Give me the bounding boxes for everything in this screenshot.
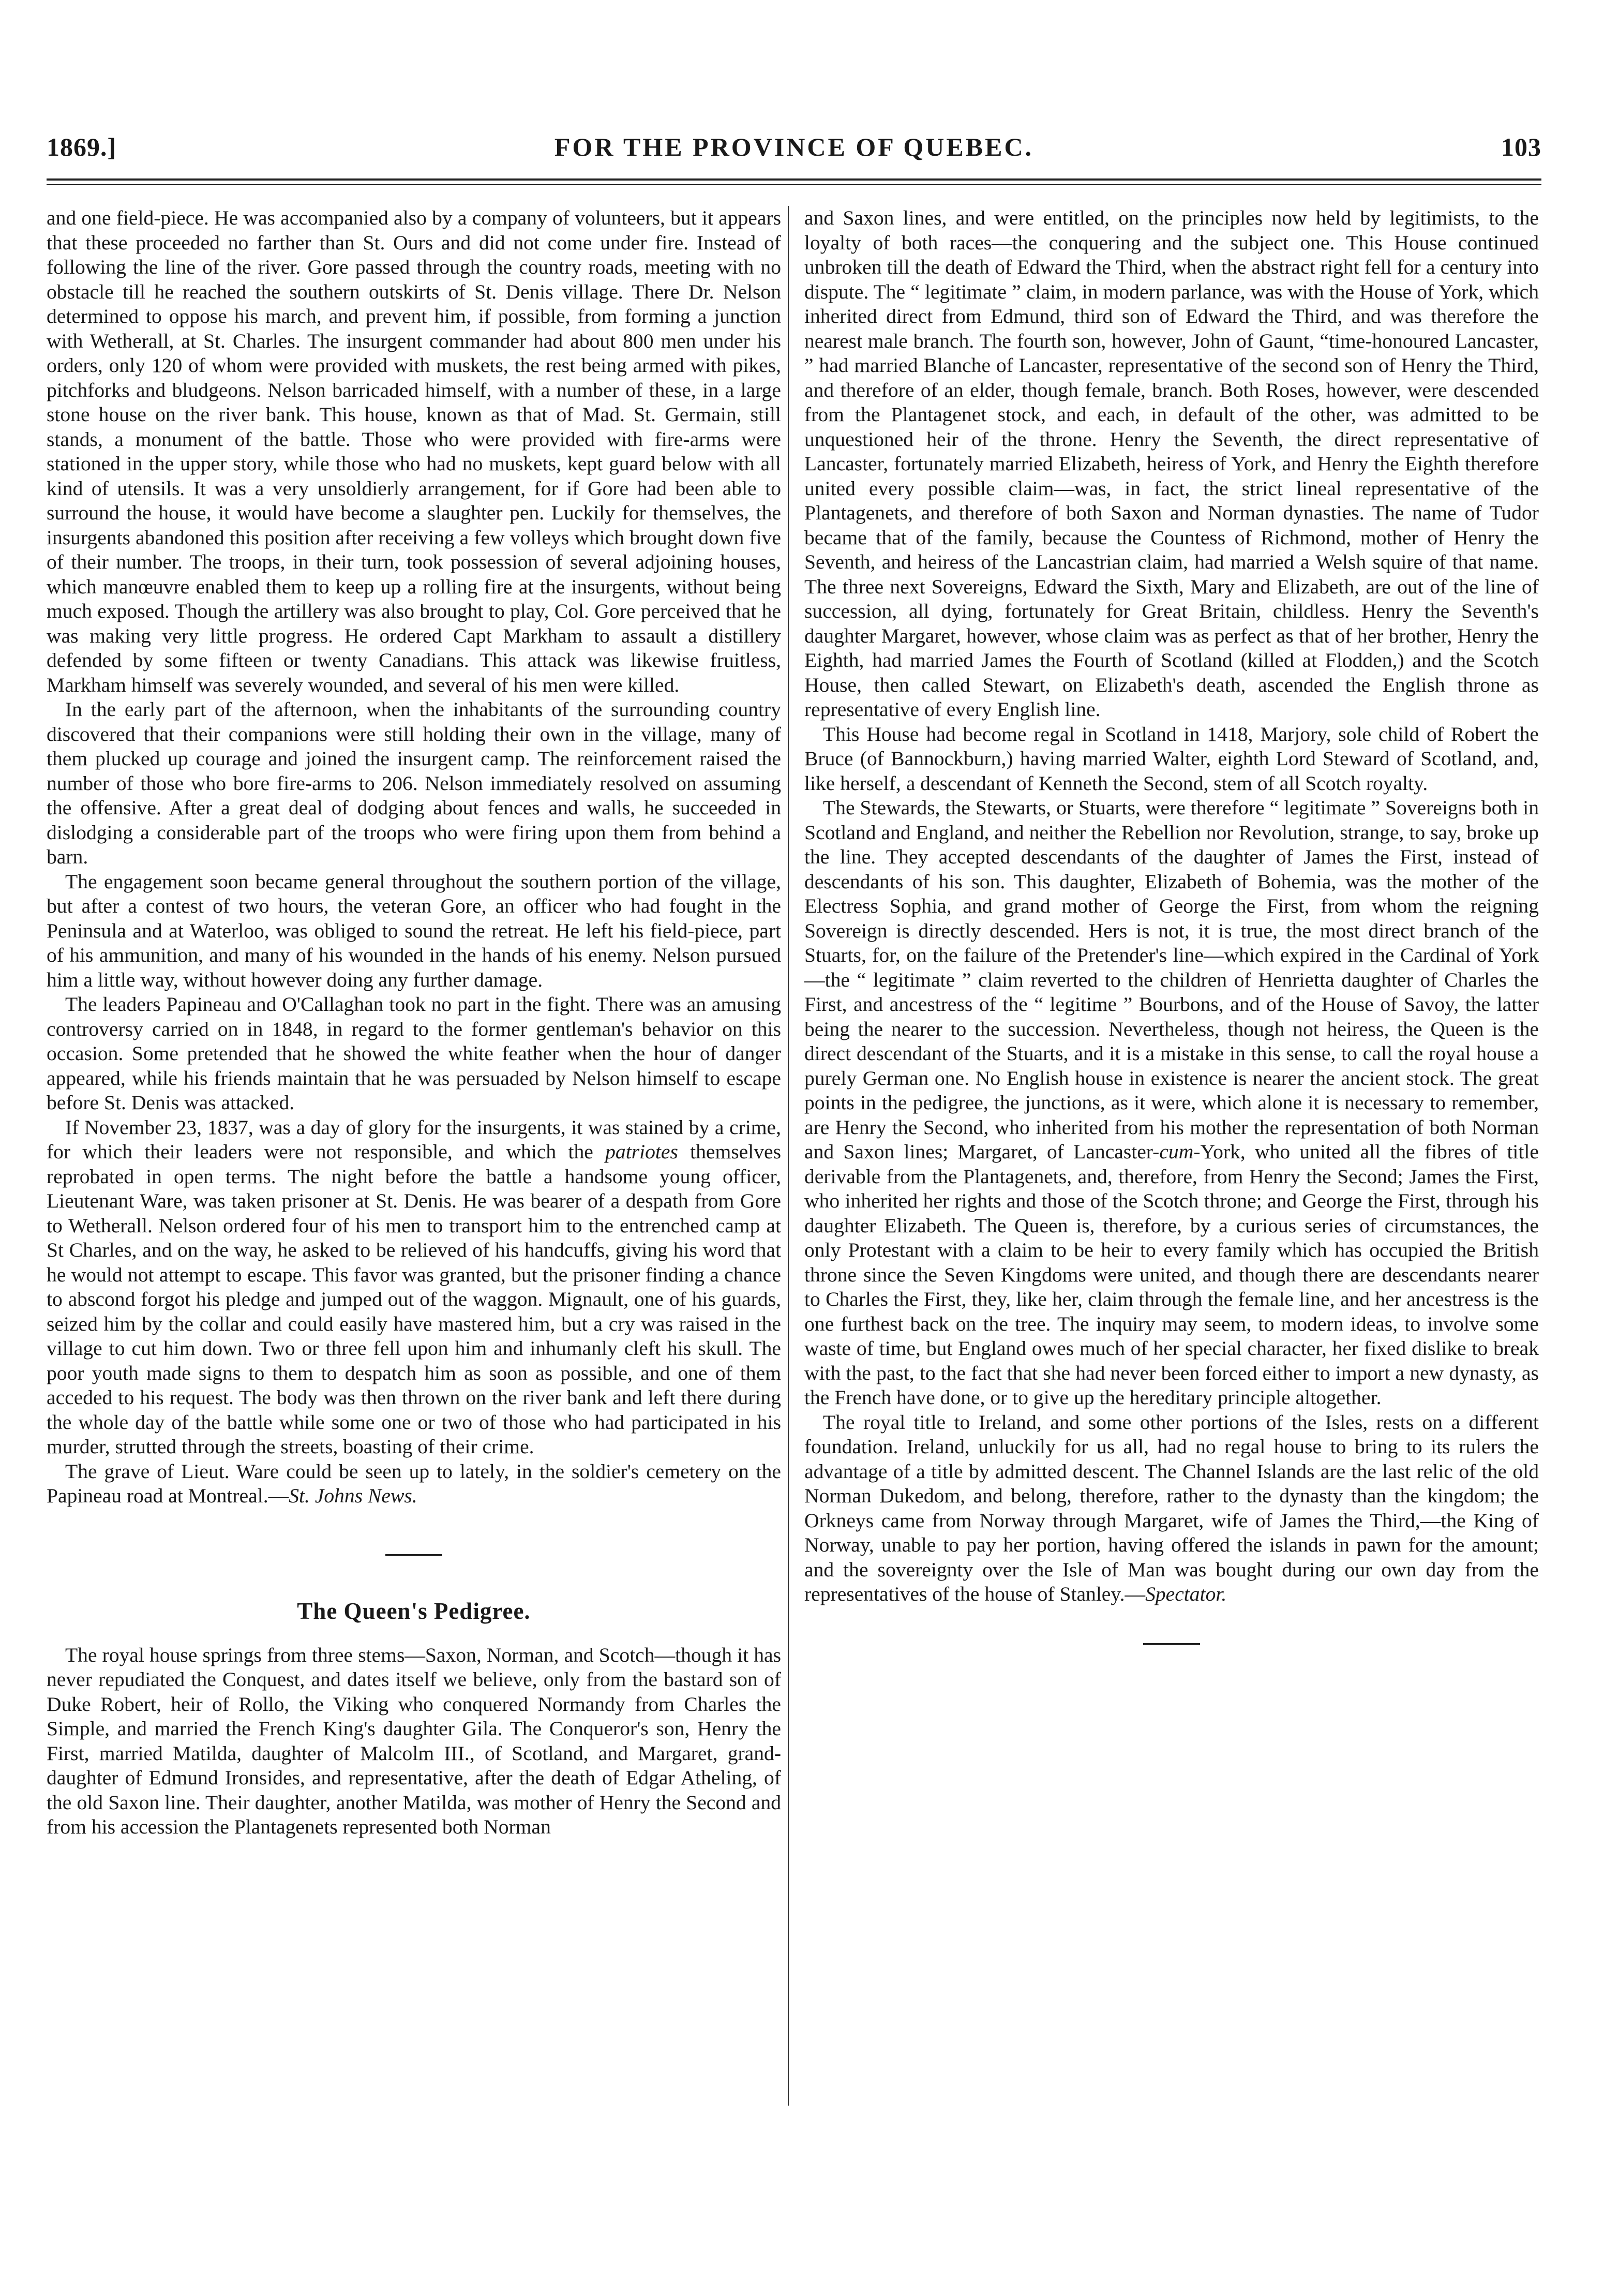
text-run: -York, who united all the fibres of title derivable from the Plantagenets, and, therefore, from Henry the Second; James the First, who inherited her rights and those of the Scotch throne; and George the First, through his daughter Elizabeth. The Queen is, therefore, by a curious series of circumstances, the only Protestant with a claim to be heir to every family which has occupied the British throne since the Seven Kingdoms were united, and though there are descendants nearer to Charles the First, they, like her, claim through the female line, and her ancestress is the one furthest back on the tree. The inquiry may seem, to modern ideas, to involve some waste of time, but England owes much of her special character, her fixed dislike to break with the past, to the fact that she had never been forced either to import a new dynasty, as the French have done, or to give up the hereditary principle altogether. (804, 1140, 1539, 1409)
paragraph: The royal house springs from three stems—Saxon, Norman, and Scotch—though it has never repudiated the Conquest, and dates itself we believe, only from the bastard son of Duke Robert, heir of Rollo, the Viking who conquered Normandy from Charles the Simple, and married the French King's daughter Gila. The Conqueror's son, Henry the First, married Matilda, daughter of Malcolm III., of Scotland, and Margaret, grand-daughter of Edmund Ironsides, and representative, after the death of Edgar Atheling, of the old Saxon line. Their daughter, another Matilda, was mother of Henry the Second and from his accession the Plantagenets represented both Norman (47, 1643, 781, 1838)
paragraph: and Saxon lines, and were entitled, on the principles now held by legitimists, to the loyalty of both races—the conquering and the subject one. This House continued unbroken till the death of Edward the Third, when the abstract right fell for a century into dispute. The “ legitimate ” claim, in modern parlance, was with the House of York, which inherited direct from Edmund, third son of Edward the Third, and was therefore the nearest male branch. The fourth son, however, John of Gaunt, “time-honoured Lancaster, ” had married Blanche of Lancaster, representative of the second son of Henry the Third, and therefore of an elder, though female, branch. Both Roses, however, were descended from the Plantagenet stock, and each, in default of the other, was admitted to be unquestioned heir of the throne. Henry the Seventh, the direct representative of Lancaster, fortunately married Elizabeth, heiress of York, and Henry the Eighth therefore united every possible claim—was, in fact, the strict lineal representative of the Plantagenets, and therefore of both Saxon and Norman dynasties. The name of Tudor became that of the family, because the Countess of Richmond, mother of Henry the Seventh, and heiress of the Lancastrian claim, had married a Welsh squire of that name. The three next Sovereigns, Edward the Sixth, Mary and Elizabeth, are out of the line of succession, all dying, fortunately for Great Britain, childless. Henry the Seventh's daughter Margaret, however, whose claim was as perfect as that of her brother, Henry the Eighth, had married James the Fourth of Scotland (killed at Flodden,) and the Scotch House, then called Stewart, on Elizabeth's death, ascended the English throne as representative of every English line. (804, 206, 1539, 721)
text-run: The grave of Lieut. Ware could be seen up to lately, in the soldier's cemetery on the Papineau road at Montreal.— (47, 1459, 781, 1507)
text-run: themselves reprobated in open terms. The night before the battle a handsome young officer, Lieutenant Ware, was taken prisoner at St. Denis. He was bearer of a despath from Gore to Wetherall. Nelson ordered four of his men to transport him to the entrenched camp at St Charles, and on the way, he asked to be relieved of his handcuffs, giving his word that he would not attempt to escape. This favor was granted, but the prisoner finding a chance to abscond forgot his pledge and jumped out of the waggon. Mignault, one of his guards, seized him by the collar and could easily have mastered him, but a cry was raised in the village to cut him down. Two or three fell upon him and inhumanly cleft his skull. The poor youth made signs to them to despatch him as soon as possible, and one of them acceded to his request. The body was then thrown on the river bank and left there during the whole day of the battle while some one or two of those who had participated in his murder, strutted through the streets, boasting of their crime. (47, 1140, 781, 1458)
end-divider (1143, 1643, 1200, 1645)
paragraph: The engagement soon became general throughout the southern portion of the village, but after a contest of two hours, the veteran Gore, an officer who had fought in the Peninsula and at Waterloo, was obliged to sound the retreat. He left his field-piece, part of his ammunition, and many of his wounded in the hands of his enemy. Nelson pursued him a little way, without however doing any further damage. (47, 870, 781, 991)
column-divider (788, 206, 789, 2106)
paragraph (47, 1459, 781, 1509)
header-rule-thin (47, 184, 1541, 185)
paragraph (804, 1410, 1539, 1607)
section-divider (385, 1554, 442, 1556)
text-run: The royal title to Ireland, and some other portions of the Isles, rests on a different foundation. Ireland, unluckily for us all, had no regal house to bring to its rulers the advantage of a title by admitted descent. The Channel Islands are the last relic of the old Norman Dukedom, and belong, therefore, rather to the dynasty than the kingdom; the Orkneys came from Norway through Margaret, wife of James the Third,—the King of Norway, unable to pay her portion, having offered the islands in pawn for the amount; and the sovereignty over the Isle of Man was bought during our own day from the representatives of the house of Stanley.— (804, 1410, 1539, 1605)
header-year: 1869.] (47, 132, 117, 161)
page-header (47, 127, 1541, 173)
paragraph: The leaders Papineau and O'Callaghan took no part in the fight. There was an amusing controversy carried on in 1848, in regard to the former gentleman's behavior on this occasion. Some pretended that he showed the white feather when the hour of danger appeared, while his friends maintain that he was persuaded by Nelson himself to escape before St. Denis was attacked. (47, 993, 781, 1114)
left-column (47, 206, 781, 1840)
paragraph: In the early part of the afternoon, when the inhabitants of the surrounding country discovered that their companions were still holding their own in the village, many of them plucked up courage and joined the insurgent camp. The reinforcement raised the number of those who bore fire-arms to 206. Nelson immediately resolved on assuming the offensive. After a great deal of dodging about fences and walls, he succeeded in dislodging a considerable part of the troops who were firing upon them from behind a barn. (47, 698, 781, 868)
paragraph (804, 796, 1539, 1410)
source-citation: St. Johns News. (289, 1484, 417, 1507)
source-citation: Spectator. (1145, 1583, 1227, 1605)
section-title: The Queen's Pedigree. (297, 1598, 531, 1624)
right-column (804, 206, 1539, 1645)
italic-text: patriotes (605, 1140, 678, 1163)
header-title: FOR THE PROVINCE OF QUEBEC. (554, 132, 1034, 161)
italic-text: cum (1159, 1140, 1194, 1163)
text-run: The Stewards, the Stewarts, or Stuarts, were therefore “ legitimate ” Sovereigns both in Scotland and England, and neither the Rebellion nor Revolution, strange, to say, broke up the line. They accepted descendants of the daughter of James the First, instead of descendants of his son. This daughter, Elizabeth of Bohemia, was the mother of the Electress Sophia, and grand mother of George the First, from whom the reigning Sovereign is directly descended. Hers is not, it is true, the most direct branch of the Stuarts, for, on the failure of the Pretender's line—which expired in the Cardinal of York—the “ legitimate ” claim reverted to the children of Henrietta daughter of Charles the First, and ancestress of the “ legitime ” Bourbons, and of the House of Savoy, the latter being the nearer to the succession. Nevertheless, though not heiress, the Queen is the direct descendant of the Stuarts, and it is a mistake in this sense, to call the royal house a purely German one. No English house in existence is nearer the ancient stock. The great points in the pedigree, the junctions, as it were, which alone it is necessary to remember, are Henry the Second, who inherited from his mother the representation of both Norman and Saxon lines; Margaret, of Lancaster- (804, 796, 1539, 1163)
paragraph (47, 1115, 781, 1459)
paragraph: This House had become regal in Scotland in 1418, Marjory, sole child of Robert the Bruce (of Bannockburn,) having married Walter, eighth Lord Steward of Scotland, and, like herself, a descendant of Kenneth the Second, stem of all Scotch royalty. (804, 722, 1539, 795)
paragraph: and one field-piece. He was accompanied also by a company of volunteers, but it appears that these proceeded no farther than St. Ours and did not come under fire. Instead of following the line of the river. Gore passed through the country roads, meeting with no obstacle till he reached the southern outskirts of St. Denis village. There Dr. Nelson determined to oppose his march, and prevent him, if possible, from forming a junction with Wetherall, at St. Charles. The insurgent commander had about 800 men under his orders, only 120 of whom were provided with muskets, the rest being armed with pikes, pitchforks and bludgeons. Nelson barricaded himself, with a number of these, in a large stone house on the river bank. This house, known as that of Mad. St. Germain, still stands, a monument of the battle. Those who were provided with fire-arms were stationed in the upper story, while those who had no muskets, kept guard below with all kind of utensils. It was a very unsoldierly arrangement, for if Gore had been able to surround the house, it would have become a slaughter pen. Luckily for themselves, the insurgents abandoned this position after receiving a few volleys which brought down five of their number. The troops, in their turn, took possession of several adjoining houses, which manœuvre enabled them to keep up a rolling fire at the insurgents, without being much exposed. Though the artillery was also brought to play, Col. Gore perceived that he was making very little progress. He ordered Capt Markham to assault a distillery defended by some fifteen or twenty Canadians. This attack was likewise fruitless, Markham himself was severely wounded, and several of his men were killed. (47, 206, 781, 696)
page-number: 103 (1501, 132, 1541, 161)
header-rule-thick (47, 178, 1541, 181)
text-run: If November 23, 1837, was a day of glory for the insurgents, it was stained by a crime, for which their leaders were not responsible, and which the (47, 1115, 781, 1163)
